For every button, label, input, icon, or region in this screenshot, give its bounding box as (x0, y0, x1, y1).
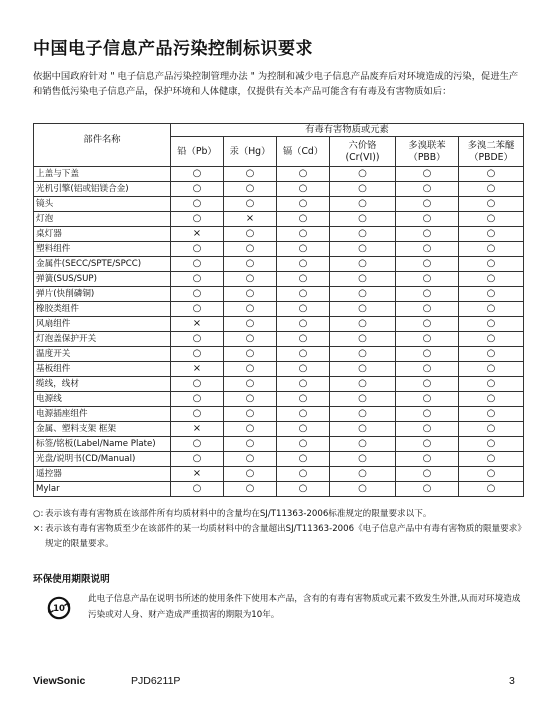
table-row (34, 452, 524, 467)
substance-mark-cell: ○ (277, 467, 330, 482)
substance-mark-cell: ○ (224, 287, 277, 302)
substance-mark-cell: ○ (330, 347, 396, 362)
substance-mark-cell: ○ (224, 317, 277, 332)
substance-mark-cell: ○ (277, 407, 330, 422)
note-circle-text: 表示该有毒有害物质在该部件所有均质材料中的含量均在SJ/T11363-2006标准规定的限量要求以下。 (45, 509, 432, 519)
substance-mark-cell: ○ (459, 452, 524, 467)
note-cross-text: 表示该有毒有害物质至少在该部件的某一均质材料中的含量超出SJ/T11363-2006《电子信息产品中有毒有害物质的限量要求》规定的限量要求。 (45, 524, 522, 549)
substance-mark-cell: ○ (459, 197, 524, 212)
substance-mark-cell: ○ (396, 362, 459, 377)
substance-mark-cell: ○ (330, 452, 396, 467)
substance-mark-cell: ○ (171, 392, 224, 407)
substance-mark-cell: ○ (396, 182, 459, 197)
note-cross (33, 522, 523, 552)
part-name-cell: 桌灯器 (34, 227, 171, 242)
substance-mark-cell: ○ (171, 287, 224, 302)
substance-mark-cell: ○ (396, 377, 459, 392)
part-name-cell: 灯泡 (34, 212, 171, 227)
substance-name: 汞（Hg） (229, 145, 271, 157)
epup-10-icon (47, 596, 71, 620)
substance-mark-cell: ○ (277, 347, 330, 362)
substance-mark-cell: ○ (277, 437, 330, 452)
substance-mark-cell: ○ (171, 257, 224, 272)
footer-model: PJD6211P (131, 675, 181, 687)
part-name-cell: 上盖与下盖 (34, 167, 171, 182)
substance-mark-cell: ○ (277, 392, 330, 407)
cross-symbol: ×: (33, 524, 44, 534)
substance-mark-cell: ○ (277, 182, 330, 197)
substance-mark-cell: ○ (396, 392, 459, 407)
substance-mark-cell: ○ (224, 182, 277, 197)
substance-mark-cell: ○ (171, 332, 224, 347)
substance-mark-cell: ○ (277, 272, 330, 287)
substance-mark-cell: ○ (459, 242, 524, 257)
substance-mark-cell: ○ (459, 227, 524, 242)
circle-symbol: ○: (33, 509, 44, 519)
part-name-cell: 光机引擎(铝或铝镁合金) (34, 182, 171, 197)
substance-mark-cell: ○ (224, 362, 277, 377)
substance-header (459, 137, 524, 167)
substance-header (330, 137, 396, 167)
table-row (34, 167, 524, 182)
substance-mark-cell: ○ (224, 422, 277, 437)
part-name-header: 部件名称 (34, 124, 171, 167)
substance-mark-cell: ○ (224, 392, 277, 407)
substance-mark-cell: ○ (330, 302, 396, 317)
part-name-cell: 弹片(快削磷铜) (34, 287, 171, 302)
substance-mark-cell: ○ (396, 452, 459, 467)
substance-name: 六价铬 (348, 139, 377, 151)
part-name-cell: 灯泡盖保护开关 (34, 332, 171, 347)
note-circle (33, 507, 523, 522)
substance-mark-cell: ○ (459, 287, 524, 302)
table-row (34, 182, 524, 197)
substance-mark-cell: ○ (277, 257, 330, 272)
substance-symbol: （PBDE） (469, 151, 513, 163)
substance-mark-cell: ○ (277, 197, 330, 212)
substance-mark-cell: ○ (224, 197, 277, 212)
substance-mark-cell: ○ (171, 437, 224, 452)
substance-mark-cell: ○ (277, 227, 330, 242)
substance-mark-cell: ○ (396, 482, 459, 497)
substance-mark-cell: ○ (459, 272, 524, 287)
substance-mark-cell: ○ (396, 272, 459, 287)
page-title: 中国电子信息产品污染控制标识要求 (33, 39, 313, 59)
substance-mark-cell: ○ (330, 227, 396, 242)
substance-mark-cell: ○ (171, 212, 224, 227)
substance-mark-cell: ○ (459, 407, 524, 422)
table-body (34, 167, 524, 497)
substance-header (224, 137, 277, 167)
substance-mark-cell: ○ (277, 317, 330, 332)
substance-mark-cell: ○ (459, 422, 524, 437)
substance-mark-cell: ○ (396, 227, 459, 242)
substance-mark-cell: ○ (171, 242, 224, 257)
table-row (34, 422, 524, 437)
substance-mark-cell: ○ (171, 167, 224, 182)
substance-mark-cell: ○ (330, 257, 396, 272)
part-name-cell: 金属、塑料支架 框架 (34, 422, 171, 437)
substance-symbol: (Cr(VI)) (345, 151, 380, 163)
substance-mark-cell: × (171, 422, 224, 437)
substance-mark-cell: ○ (330, 332, 396, 347)
substance-group-header: 有毒有害物质或元素 (171, 124, 524, 137)
substance-mark-cell: ○ (330, 392, 396, 407)
substance-mark-cell: ○ (277, 362, 330, 377)
substance-mark-cell: ○ (330, 167, 396, 182)
substance-mark-cell: ○ (224, 227, 277, 242)
substance-mark-cell: ○ (459, 392, 524, 407)
substance-mark-cell: × (224, 212, 277, 227)
substance-mark-cell: ○ (396, 407, 459, 422)
substance-mark-cell: ○ (171, 302, 224, 317)
substance-mark-cell: ○ (224, 347, 277, 362)
substance-mark-cell: ○ (459, 467, 524, 482)
substance-name: 多溴二苯醚 (467, 139, 515, 151)
substance-mark-cell: ○ (459, 317, 524, 332)
table-row (34, 227, 524, 242)
substance-mark-cell: ○ (330, 182, 396, 197)
substance-mark-cell: ○ (171, 452, 224, 467)
substance-name: 多溴联苯 (408, 139, 446, 151)
substance-mark-cell: ○ (396, 317, 459, 332)
substance-mark-cell: ○ (459, 377, 524, 392)
substance-mark-cell: ○ (277, 377, 330, 392)
part-name-cell: 塑料组件 (34, 242, 171, 257)
table-row (34, 197, 524, 212)
substance-mark-cell: ○ (459, 332, 524, 347)
substance-name: 铅（Pb） (177, 145, 217, 157)
substance-mark-cell: × (171, 317, 224, 332)
page-number: 3 (509, 675, 515, 687)
table-row (34, 272, 524, 287)
substance-mark-cell: ○ (277, 452, 330, 467)
table-row (34, 242, 524, 257)
substance-mark-cell: ○ (224, 332, 277, 347)
substance-mark-cell: ○ (224, 377, 277, 392)
substance-mark-cell: ○ (396, 467, 459, 482)
substance-mark-cell: ○ (396, 257, 459, 272)
table-row (34, 287, 524, 302)
table-row (34, 212, 524, 227)
table-row (34, 362, 524, 377)
substance-mark-cell: ○ (330, 422, 396, 437)
substance-mark-cell: ○ (396, 197, 459, 212)
table-row (34, 302, 524, 317)
substance-mark-cell: ○ (224, 257, 277, 272)
part-name-cell: 弹簧(SUS/SUP) (34, 272, 171, 287)
substance-mark-cell: × (171, 362, 224, 377)
substance-mark-cell: ○ (396, 437, 459, 452)
part-name-cell: Mylar (34, 482, 171, 497)
intro-paragraph: 依据中国政府针对 " 电子信息产品污染控制管理办法 " 为控制和减少电子信息产品废弃后对环境造成的污染，促进生产和销售低污染电子信息产品，保护环境和人体健康，仅提供有关本产品可能含有有毒及有害物质如后： (33, 71, 519, 97)
substance-mark-cell: ○ (459, 212, 524, 227)
substance-mark-cell: ○ (330, 362, 396, 377)
epup-section-title: 环保使用期限说明 (33, 574, 110, 585)
substance-mark-cell: ○ (330, 287, 396, 302)
substance-mark-cell: ○ (224, 242, 277, 257)
substance-mark-cell: ○ (459, 482, 524, 497)
part-name-cell: 电源线 (34, 392, 171, 407)
part-name-cell: 标签/铭板(Label/Name Plate) (34, 437, 171, 452)
substance-name: 镉（Cd） (282, 145, 324, 157)
part-name-cell: 金属件(SECC/SPTE/SPCC) (34, 257, 171, 272)
substance-mark-cell: ○ (277, 422, 330, 437)
part-name-cell: 电源插座组件 (34, 407, 171, 422)
substance-mark-cell: ○ (396, 302, 459, 317)
substance-mark-cell: ○ (396, 332, 459, 347)
hazardous-substance-table (33, 123, 524, 497)
substance-mark-cell: ○ (224, 407, 277, 422)
table-row (34, 377, 524, 392)
substance-mark-cell: ○ (459, 437, 524, 452)
substance-mark-cell: ○ (224, 482, 277, 497)
substance-mark-cell: ○ (459, 302, 524, 317)
substance-mark-cell: ○ (224, 437, 277, 452)
substance-header (396, 137, 459, 167)
substance-mark-cell: ○ (459, 167, 524, 182)
part-name-cell: 遥控器 (34, 467, 171, 482)
substance-mark-cell: ○ (224, 452, 277, 467)
substance-mark-cell: ○ (171, 407, 224, 422)
legend-notes (33, 507, 523, 552)
table-row (34, 467, 524, 482)
epup-icon-number: 10 (53, 604, 65, 615)
table-row (34, 347, 524, 362)
substance-mark-cell: ○ (459, 182, 524, 197)
substance-mark-cell: ○ (277, 212, 330, 227)
table-header-row (34, 124, 524, 137)
substance-mark-cell: ○ (330, 437, 396, 452)
substance-mark-cell: ○ (277, 302, 330, 317)
footer-brand: ViewSonic (33, 675, 86, 687)
substance-mark-cell: ○ (459, 347, 524, 362)
substance-mark-cell: ○ (330, 317, 396, 332)
substance-mark-cell: ○ (277, 242, 330, 257)
substance-mark-cell: ○ (330, 212, 396, 227)
substance-mark-cell: ○ (224, 272, 277, 287)
substance-mark-cell: ○ (459, 257, 524, 272)
part-name-cell: 橡胶类组件 (34, 302, 171, 317)
substance-mark-cell: ○ (277, 287, 330, 302)
substance-mark-cell: ○ (396, 167, 459, 182)
table-row (34, 332, 524, 347)
substance-mark-cell: ○ (171, 197, 224, 212)
substance-mark-cell: ○ (171, 182, 224, 197)
substance-mark-cell: ○ (330, 242, 396, 257)
substance-mark-cell: ○ (396, 422, 459, 437)
substance-mark-cell: ○ (277, 332, 330, 347)
substance-mark-cell: ○ (224, 167, 277, 182)
substance-mark-cell: × (171, 227, 224, 242)
substance-mark-cell: ○ (330, 407, 396, 422)
substance-mark-cell: ○ (171, 377, 224, 392)
table-row (34, 482, 524, 497)
part-name-cell: 光盘/说明书(CD/Manual) (34, 452, 171, 467)
substance-mark-cell: ○ (330, 467, 396, 482)
substance-header (171, 137, 224, 167)
substance-symbol: （PBB） (408, 151, 446, 163)
table-row (34, 392, 524, 407)
part-name-cell: 温度开关 (34, 347, 171, 362)
substance-mark-cell: ○ (171, 272, 224, 287)
substance-mark-cell: ○ (224, 302, 277, 317)
part-name-cell: 基板组件 (34, 362, 171, 377)
substance-mark-cell: ○ (171, 347, 224, 362)
substance-mark-cell: ○ (330, 377, 396, 392)
epup-description: 此电子信息产品在说明书所述的使用条件下使用本产品，含有的有毒有害物质或元素不致发生外泄,从而对环境造成污染或对人身、财产造成严重损害的期限为10年。 (88, 594, 521, 620)
table-row (34, 317, 524, 332)
table-row (34, 407, 524, 422)
substance-mark-cell: ○ (330, 197, 396, 212)
substance-mark-cell: ○ (396, 212, 459, 227)
substance-mark-cell: ○ (330, 482, 396, 497)
substance-mark-cell: ○ (330, 272, 396, 287)
substance-mark-cell: × (171, 467, 224, 482)
substance-mark-cell: ○ (277, 482, 330, 497)
substance-mark-cell: ○ (171, 482, 224, 497)
part-name-cell: 镜头 (34, 197, 171, 212)
substance-mark-cell: ○ (396, 347, 459, 362)
substance-mark-cell: ○ (224, 467, 277, 482)
table-row (34, 437, 524, 452)
substance-mark-cell: ○ (459, 362, 524, 377)
substance-mark-cell: ○ (396, 242, 459, 257)
part-name-cell: 风扇组件 (34, 317, 171, 332)
table-row (34, 257, 524, 272)
substance-header (277, 137, 330, 167)
substance-mark-cell: ○ (277, 167, 330, 182)
substance-mark-cell: ○ (396, 287, 459, 302)
part-name-cell: 缆线，线材 (34, 377, 171, 392)
